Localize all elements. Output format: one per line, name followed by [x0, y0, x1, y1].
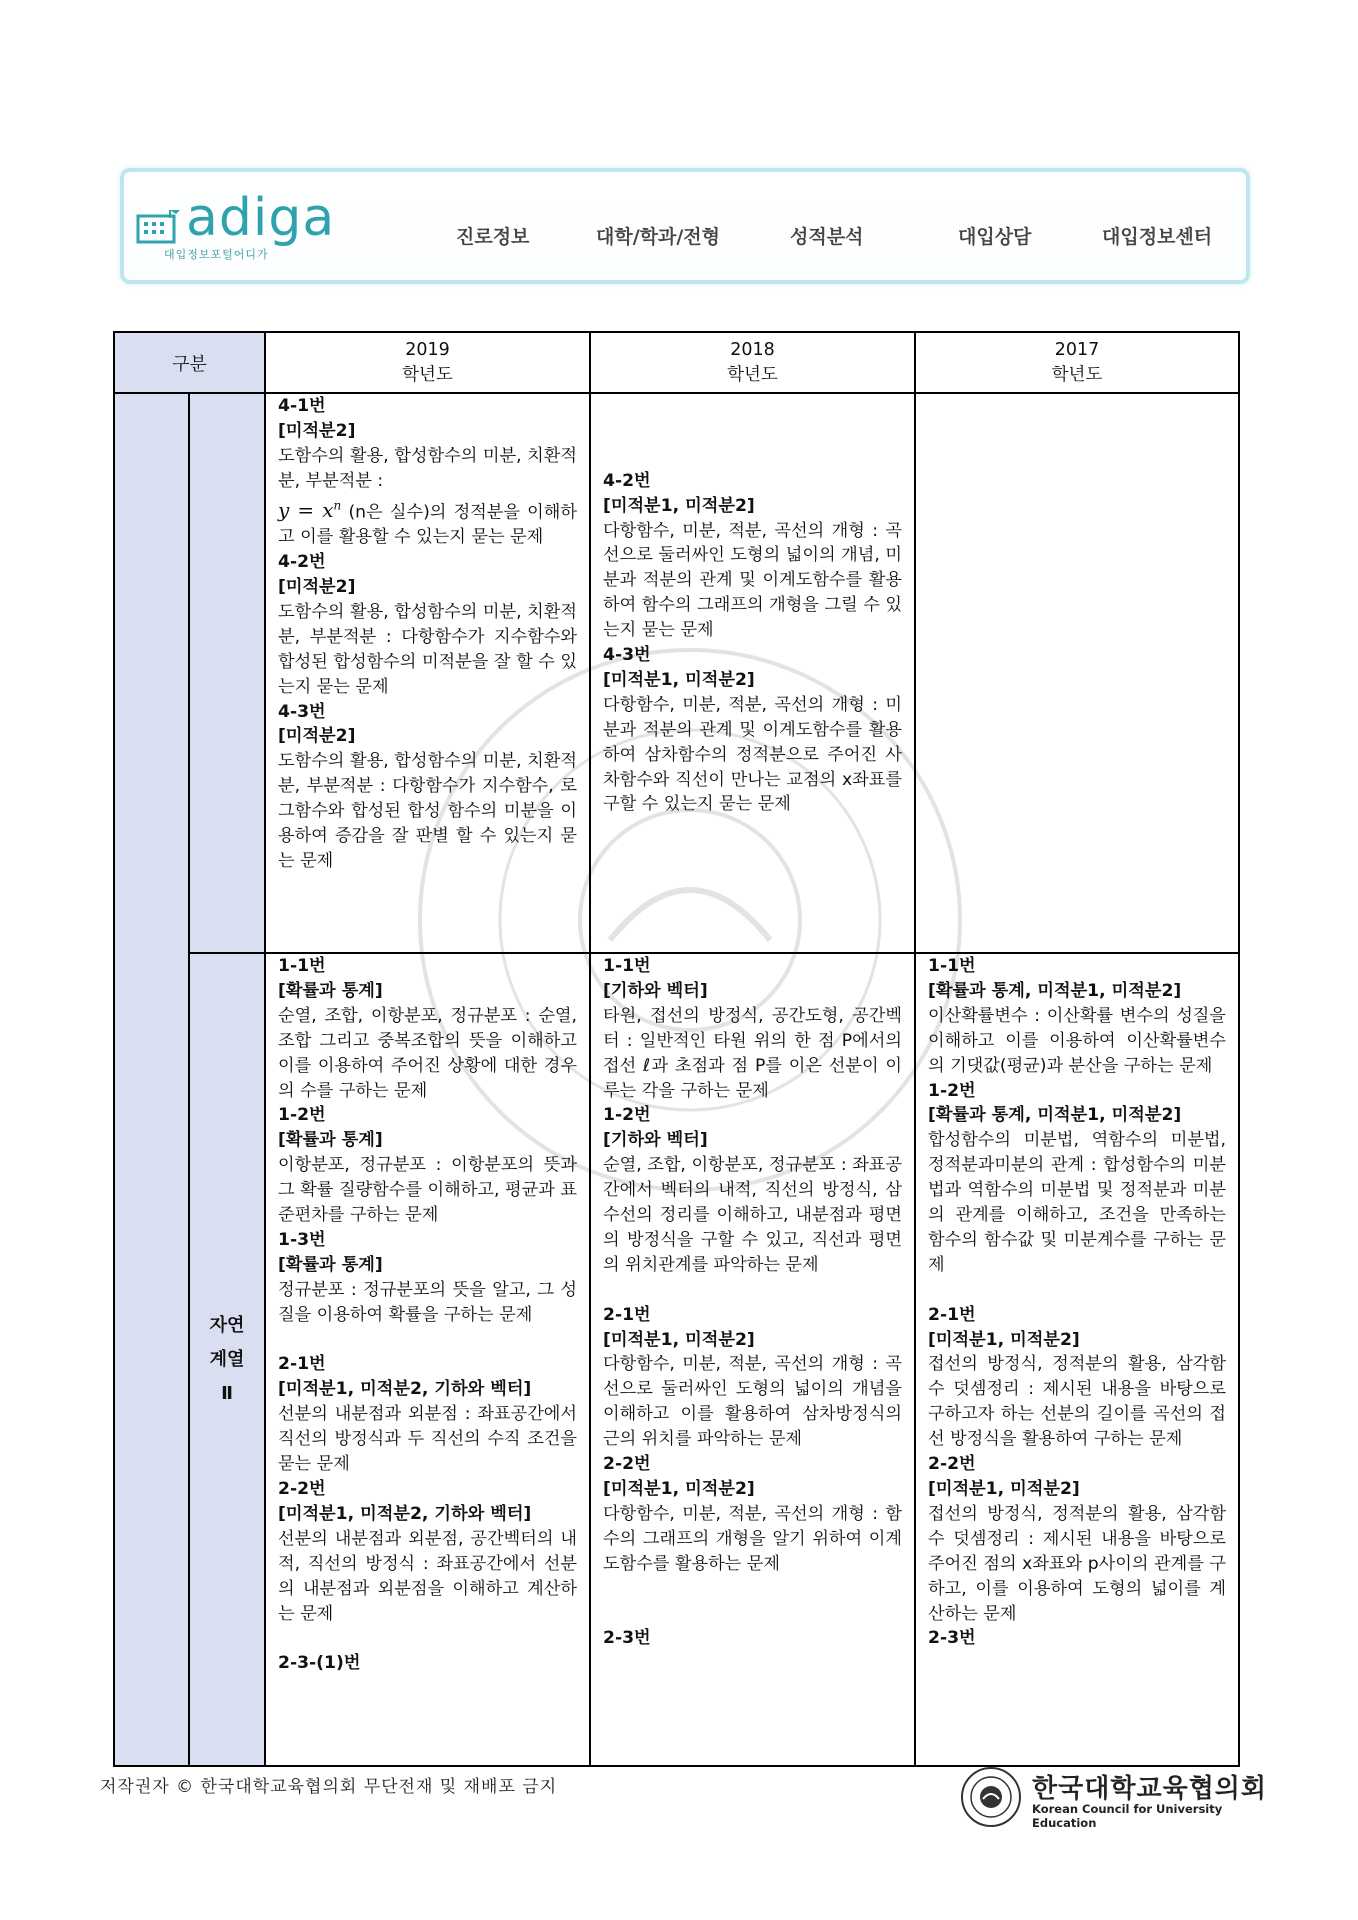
cell-2018-row2: [590, 953, 915, 1766]
problem-heading: [기하와 벡터]: [603, 1130, 708, 1151]
table-row-natural-2: [114, 953, 1239, 1766]
kcue-emblem-icon: [960, 1766, 1022, 1828]
problem-heading: [미적분2]: [278, 577, 356, 597]
side-category-cell: [114, 393, 189, 1766]
problem-heading: 4-2번: [603, 470, 651, 491]
problem-heading: 2-2번: [928, 1454, 976, 1475]
kcue-name: 한국대학교육협의회: [1032, 1774, 1268, 1804]
kcue-logo: [960, 1766, 1280, 1830]
problem-heading: 4-3번: [603, 645, 651, 666]
nav-consulting[interactable]: 대입상담: [958, 226, 1032, 248]
problem-description: 순열, 조합, 이항분포, 정규분포 : 순열, 조합 그리고 중복조합의 뜻을 이해하고 이를 이용하여 주어진 상황에 대한 경우의 수를 구하는 문제: [278, 1005, 577, 1101]
header-2017: [915, 332, 1239, 393]
problem-heading: [기하와 벡터]: [603, 980, 708, 1001]
adiga-logo[interactable]: [136, 188, 366, 264]
problem-heading: [미적분1, 미적분2]: [928, 1329, 1080, 1350]
problem-heading: [미적분1, 미적분2]: [603, 1329, 755, 1350]
category-label-line1: 자연: [209, 1314, 245, 1336]
problem-heading: 2-3번: [928, 1628, 976, 1649]
nav-info-center[interactable]: 대입정보센터: [1102, 226, 1213, 248]
problem-description: 순열, 조합, 이항분포, 정규분포 : 좌표공간에서 벡터의 내적, 직선의 방정식, 삼수선의 정리를 이해하고, 내분점과 평면의 방정식을 구할 수 있고, 직선과 평면의 위치관계를 파악하는 문제: [603, 1155, 902, 1275]
problem-heading: [확률과 통계]: [278, 980, 383, 1001]
kcue-english-name: Korean Council for University Education: [1032, 1802, 1223, 1830]
table-row-problem4: [114, 393, 1239, 953]
problem-heading: 1-2번: [928, 1080, 976, 1101]
copyright-notice: 저작권자 © 한국대학교육협의회 무단전재 및 재배포 금지: [100, 1777, 558, 1797]
problem-heading: [미적분1, 미적분2]: [603, 669, 755, 690]
spacer: [278, 1328, 577, 1353]
cell-2017-row1: [915, 393, 1239, 953]
category-natural-science-2: [189, 953, 265, 1766]
problem-heading: 2-1번: [928, 1304, 976, 1325]
exam-comparison-table: [113, 331, 1240, 1767]
problem-description: 정규분포 : 정규분포의 뜻을 알고, 그 성질을 이용하여 확률을 구하는 문제: [278, 1279, 577, 1325]
header-category: 구분: [114, 332, 265, 393]
problem-heading: 2-3-(1)번: [278, 1653, 361, 1674]
problem-heading: [미적분2]: [278, 420, 356, 441]
problem-heading: [미적분1, 미적분2, 기하와 벡터]: [278, 1379, 532, 1400]
header-2017-year: 2017: [1054, 339, 1100, 360]
site-banner: [120, 168, 1250, 284]
spacer: [603, 1278, 902, 1303]
problem-heading: 1-2번: [603, 1105, 651, 1126]
sub-category-cell: [189, 393, 265, 953]
problem-description: 타원, 접선의 방정식, 공간도형, 공간벡터 : 일반적인 타원 위의 한 점 P에서의 접선 ℓ과 초점과 점 P를 이은 선분이 이루는 각을 구하는 문제: [603, 1005, 902, 1101]
header-2019: [265, 332, 590, 393]
problem-description: 접선의 방정식, 정적분의 활용, 삼각함수 덧셈정리 : 제시된 내용을 바탕으로 구하고자 하는 선분의 길이를 곡선의 접선 방정식을 활용하여 구하는 문제: [928, 1354, 1226, 1450]
problem-description: 다항함수, 미분, 적분, 곡선의 개형 : 곡선으로 둘러싸인 도형의 넓이의 개념, 미분과 적분의 관계 및 이계도함수를 활용하여 함수의 그래프의 개형을 그릴 수 있는지 묻는 문제: [603, 520, 902, 641]
problem-description: 도함수의 활용, 합성함수의 미분, 치환적분, 부분적분 : 다항함수가 지수함수와 합성된 합성함수의 미적분을 잘 할 수 있는지 묻는 문제: [278, 601, 577, 697]
spacer: [603, 394, 902, 469]
math-description: (n은 실수)의 정적분을 이해하고 이를 활용할 수 있는지 묻는 문제: [278, 502, 577, 548]
problem-heading: 4-3번: [278, 701, 326, 722]
problem-description: [278, 494, 577, 550]
problem-heading: 2-3번: [603, 1628, 651, 1649]
nav-score-analysis[interactable]: 성적분석: [790, 226, 864, 248]
header-2019-year: 2019: [405, 339, 450, 360]
problem-heading: [확률과 통계, 미적분1, 미적분2]: [928, 1105, 1182, 1126]
problem-description: 다항함수, 미분, 적분, 곡선의 개형 : 곡선으로 둘러싸인 도형의 넓이의 개념을 이해하고 이를 활용하여 삼차방정식의 근의 위치를 파악하는 문제: [603, 1354, 902, 1450]
building-icon: [136, 208, 182, 244]
header-2017-suffix: 학년도: [1051, 364, 1103, 385]
nav-career[interactable]: 진로정보: [456, 226, 530, 248]
category-label-line2: 계열: [209, 1348, 245, 1370]
header-2018-suffix: 학년도: [727, 364, 778, 385]
problem-description: 다항함수, 미분, 적분, 곡선의 개형 : 미분과 적분의 관계 및 이계도함수를 활용하여 삼차함수의 정적분으로 주어진 사차함수와 직선이 만나는 교점의 x좌표를 구할 수 있는지 묻는 문제: [603, 694, 902, 815]
math-expression: $y = x^n$: [278, 498, 342, 523]
problem-description: 이산확률변수 : 이산확률 변수의 성질을 이해하고 이를 이용하여 이산확률변수의 기댓값(평균)과 분산을 구하는 문제: [928, 1005, 1226, 1076]
problem-description: 합성함수의 미분법, 역함수의 미분법, 정적분과미분의 관계 : 합성함수의 미분법과 역함수의 미분법 및 정적분과 미분의 관계를 이해하고, 조건을 만족하는 함수의 함수값 및 미분계수를 구하는 문제: [928, 1130, 1226, 1275]
problem-heading: 2-1번: [603, 1304, 651, 1325]
problem-heading: 1-1번: [278, 956, 326, 976]
cell-2019-row2: [265, 953, 590, 1766]
problem-heading: 2-2번: [278, 1479, 326, 1500]
problem-heading: [미적분1, 미적분2]: [603, 1479, 755, 1500]
cell-2019-row1: [265, 393, 590, 953]
cell-2018-row1: [590, 393, 915, 953]
problem-description: 다항함수, 미분, 적분, 곡선의 개형 : 함수의 그래프의 개형을 알기 위하여 이계도함수를 활용하는 문제: [603, 1503, 902, 1574]
problem-heading: 4-1번: [278, 396, 326, 416]
problem-heading: 1-1번: [603, 956, 651, 976]
category-label-line3: Ⅱ: [221, 1382, 233, 1404]
problem-heading: [확률과 통계]: [278, 1130, 383, 1151]
problem-heading: [확률과 통계]: [278, 1254, 383, 1275]
problem-description: 선분의 내분점과 외분점, 공간벡터의 내적, 직선의 방정식 : 좌표공간에서 선분의 내분점과 외분점을 이해하고 계산하는 문제: [278, 1528, 577, 1624]
spacer: [928, 1278, 1226, 1303]
problem-description: 도함수의 활용, 합성함수의 미분, 치환적분, 부분적분 :: [278, 445, 577, 491]
problem-description: 이항분포, 정규분포 : 이항분포의 뜻과 그 확률 질량함수를 이해하고, 평균과 표준편차를 구하는 문제: [278, 1155, 577, 1226]
problem-heading: 4-2번: [278, 552, 326, 573]
problem-heading: 2-2번: [603, 1454, 651, 1475]
spacer: [603, 1577, 902, 1627]
problem-heading: [미적분1, 미적분2]: [928, 1479, 1080, 1500]
table-header-row: [114, 332, 1239, 393]
problem-heading: [미적분1, 미적분2]: [603, 495, 755, 516]
header-2019-suffix: 학년도: [402, 364, 453, 385]
problem-heading: [미적분1, 미적분2, 기하와 벡터]: [278, 1503, 532, 1524]
problem-heading: 1-2번: [278, 1105, 326, 1126]
header-2018-year: 2018: [730, 339, 775, 360]
problem-description: 선분의 내분점과 외분점 : 좌표공간에서 직선의 방정식과 두 직선의 수직 조건을 묻는 문제: [278, 1404, 577, 1475]
problem-heading: 1-1번: [928, 956, 976, 976]
math-exponent: n: [333, 498, 342, 513]
logo-wordmark: adiga: [186, 188, 336, 248]
problem-heading: 1-3번: [278, 1229, 326, 1250]
header-2018: [590, 332, 915, 393]
problem-heading: 2-1번: [278, 1354, 326, 1375]
problem-description: 접선의 방정식, 정적분의 활용, 삼각함수 덧셈정리 : 제시된 내용을 바탕으로 주어진 점의 x좌표와 p사이의 관계를 구하고, 이를 이용하여 도형의 넓이를 계산하는 문제: [928, 1503, 1226, 1624]
nav-university[interactable]: 대학/학과/전형: [596, 226, 721, 248]
problem-heading: [미적분2]: [278, 726, 356, 747]
problem-description: 도함수의 활용, 합성함수의 미분, 치환적분, 부분적분 : 다항함수가 지수함수, 로그함수와 합성된 합성 함수의 미분을 이용하여 증감을 잘 판별 할 수 있는지 묻는 문제: [278, 751, 577, 871]
spacer: [278, 1626, 577, 1651]
problem-heading: [확률과 통계, 미적분1, 미적분2]: [928, 980, 1182, 1001]
logo-subtitle: 대입정보포털어디가: [164, 248, 269, 261]
cell-2017-row2: [915, 953, 1239, 1766]
